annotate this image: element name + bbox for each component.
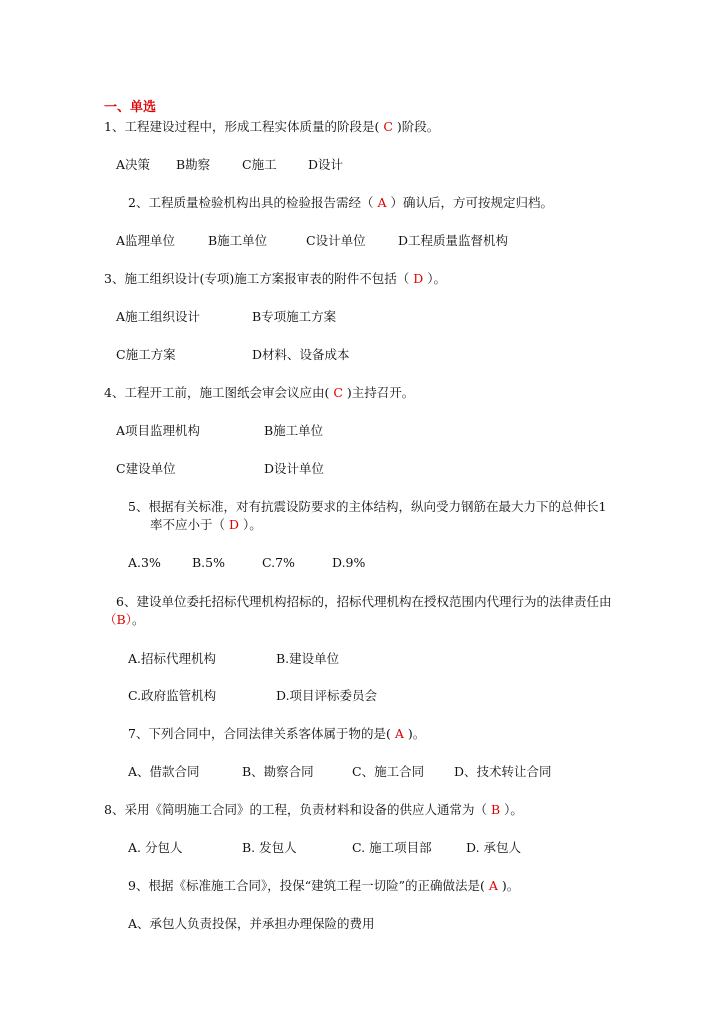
- answer-3: D: [409, 271, 428, 286]
- option: D设计: [308, 157, 344, 172]
- option: B.建设单位: [276, 651, 340, 666]
- option: C. 施工项目部: [352, 840, 432, 855]
- answer-1: C: [379, 119, 397, 134]
- option: A.3%: [128, 555, 161, 570]
- question-6: 6、建设单位委托招标代理机构招标的，招标代理机构在授权范围内代理行为的法律责任由: [116, 594, 612, 609]
- answer-2: A: [373, 195, 391, 210]
- option: B施工单位: [208, 233, 268, 248]
- option: D材料、设备成本: [252, 347, 350, 362]
- option: D.9%: [332, 555, 366, 570]
- option: D工程质量监督机构: [398, 233, 509, 248]
- option: A、借款合同: [128, 764, 200, 779]
- answer-8: B: [486, 802, 505, 817]
- question-3: 3、施工组织设计(专项)施工方案报审表的附件不包括（ D ）。: [104, 271, 446, 286]
- option: C施工方案: [116, 347, 176, 362]
- question-2: 2、工程质量检验机构出具的检验报告需经（ A ）确认后，方可按规定归档。: [128, 195, 553, 210]
- answer-6: （B）: [104, 612, 132, 627]
- option: B.5%: [192, 555, 225, 570]
- question-5-cont: 率不应小于（ D ）。: [150, 517, 262, 532]
- option: A.招标代理机构: [128, 651, 217, 666]
- option: C.7%: [262, 555, 295, 570]
- option: A施工组织设计: [116, 309, 201, 324]
- answer-7: A: [390, 726, 408, 741]
- question-9: 9、根据《标准施工合同》，投保“建筑工程一切险”的正确做法是( A )。: [128, 878, 520, 893]
- option: A、承包人负责投保，并承担办理保险的费用: [128, 916, 375, 931]
- question-8: 8、采用《简明施工合同》的工程，负责材料和设备的供应人通常为（ B ）。: [104, 802, 523, 817]
- section-title: 一、单选: [104, 100, 157, 115]
- answer-9: A: [484, 878, 502, 893]
- option: C施工: [242, 157, 277, 172]
- option: C.政府监管机构: [128, 688, 217, 703]
- question-1: 1、工程建设过程中，形成工程实体质量的阶段是( C )阶段。: [104, 119, 440, 134]
- question-6-cont: （B）。: [104, 612, 145, 627]
- option: D设计单位: [264, 461, 325, 476]
- option: B. 发包人: [242, 840, 297, 855]
- option: B勘察: [176, 157, 211, 172]
- question-4: 4、工程开工前，施工图纸会审会议应由( C )主持召开。: [104, 385, 415, 400]
- answer-5: D: [225, 517, 243, 532]
- option: B专项施工方案: [252, 309, 337, 324]
- option: A项目监理机构: [116, 423, 201, 438]
- option: A决策: [116, 157, 151, 172]
- question-7: 7、下列合同中，合同法律关系客体属于物的是( A )。: [128, 726, 426, 741]
- option: C、施工合同: [352, 764, 425, 779]
- option: D、技术转让合同: [454, 764, 552, 779]
- option: B、勘察合同: [242, 764, 314, 779]
- answer-4: C: [329, 385, 347, 400]
- option: D.项目评标委员会: [276, 688, 378, 703]
- option: C设计单位: [306, 233, 366, 248]
- option: B施工单位: [264, 423, 324, 438]
- question-5: 5、根据有关标准，对有抗震设防要求的主体结构，纵向受力钢筋在最大力下的总伸长1: [128, 499, 607, 514]
- option: A. 分包人: [128, 840, 183, 855]
- option: D. 承包人: [466, 840, 522, 855]
- option: C建设单位: [116, 461, 176, 476]
- option: A监理单位: [116, 233, 176, 248]
